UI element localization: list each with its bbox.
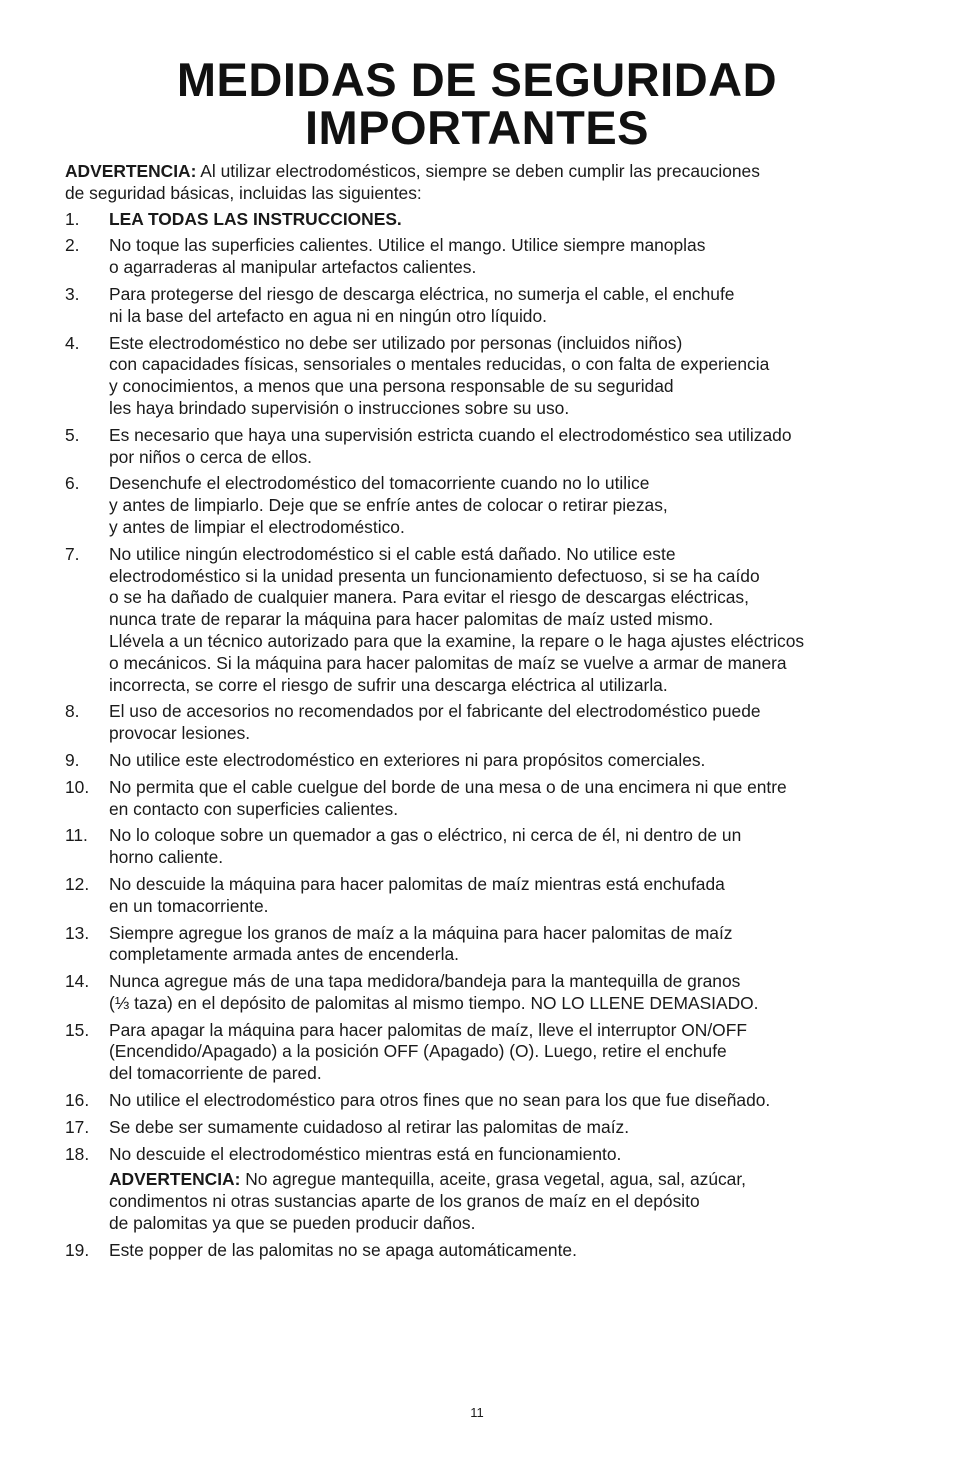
item-text-line: No toque las superficies calientes. Utilice el mango. Utilice siempre manoplas [109,235,706,256]
item-text-line: incorrecta, se corre el riesgo de sufrir una descarga eléctrica al utilizarla. [109,674,668,695]
item-number: 3. [65,283,80,304]
list-item [65,701,895,745]
item-number: 4. [65,332,80,353]
list-item [65,235,895,279]
item-number: 14. [65,971,90,992]
item-text-line: y conocimientos, a menos que una persona responsable de su seguridad [109,376,674,397]
item-text-line: No lo coloque sobre un quemador a gas o eléctrico, ni cerca de él, ni dentro de un [109,825,742,846]
item-text-line: provocar lesiones. [109,723,251,744]
item-text-line: LEA TODAS LAS INSTRUCCIONES. [109,208,402,229]
list-item [65,284,895,328]
list-item [65,750,895,772]
item-number: 16. [65,1090,90,1111]
list-item [65,923,895,967]
item-text-line: del tomacorriente de pared. [109,1063,322,1084]
page-number: 11 [470,1405,484,1420]
list-item [65,777,895,821]
item-text-line: (⅓ taza) en el depósito de palomitas al mismo tiempo. NO LO LLENE DEMASIADO. [109,992,759,1013]
item-text-line: ni la base del artefacto en agua ni en ningún otro líquido. [109,305,547,326]
item-text-line: y antes de limpiarlo. Deje que se enfríe antes de colocar o retirar piezas, [109,495,668,516]
item-text-line: No permita que el cable cuelgue del borde de una mesa o de una encimera ni que entre [109,776,787,797]
item-number: 1. [65,208,80,229]
list-item [65,209,895,231]
item-text-line: Llévela a un técnico autorizado para que la examine, la repare o le haga ajustes eléctricos [109,630,805,651]
intro-warning-label: ADVERTENCIA: [65,161,197,181]
item-text-line: Para apagar la máquina para hacer palomitas de maíz, lleve el interruptor ON/OFF [109,1019,747,1040]
item-number: 11. [65,825,88,846]
item-text-line: El uso de accesorios no recomendados por el fabricante del electrodoméstico puede [109,701,761,722]
list-item [65,1020,895,1085]
list-item [65,1240,895,1262]
list-item [65,544,895,697]
item-number: 7. [65,543,80,564]
list-item [65,825,895,869]
item-text-line: horno caliente. [109,847,224,868]
item-text-line: No utilice el electrodoméstico para otros fines que no sean para los que fue diseñado. [109,1090,771,1111]
title-line-2: IMPORTANTES [304,101,650,154]
list-item [65,1090,895,1112]
item-number: 10. [65,776,90,797]
item-number: 15. [65,1019,90,1040]
item-number: 19. [65,1239,90,1260]
item-number: 8. [65,701,80,722]
item-text-line: Este electrodoméstico no debe ser utilizado por personas (incluidos niños) [109,332,683,353]
list-item [65,1144,895,1235]
item-text-line: por niños o cerca de ellos. [109,446,313,467]
note-text-line [109,1169,895,1191]
item-number: 6. [65,473,80,494]
note-warning-label: ADVERTENCIA: [109,1169,241,1190]
item-number: 13. [65,922,90,943]
item-warning-note [109,1169,895,1234]
item-text-line: Siempre agregue los granos de maíz a la máquina para hacer palomitas de maíz [109,922,733,943]
item-text-line: o mecánicos. Si la máquina para hacer palomitas de maíz se vuelve a armar de manera [109,652,787,673]
list-item [65,874,895,918]
item-number: 9. [65,749,80,770]
list-item [65,1117,895,1139]
item-text-line: Para protegerse del riesgo de descarga eléctrica, no sumerja el cable, el enchufe [109,283,735,304]
safety-content [65,161,895,1267]
item-text-line: completamente armada antes de encenderla. [109,944,459,965]
title-line-1: MEDIDAS DE SEGURIDAD [176,53,778,106]
item-text-line: en contacto con superficies calientes. [109,798,399,819]
item-text-line: con capacidades físicas, sensoriales o mentales reducidas, o con falta de experiencia [109,354,770,375]
item-text-line: No descuide el electrodoméstico mientras está en funcionamiento. [109,1143,622,1164]
item-text-line: y antes de limpiar el electrodoméstico. [109,516,405,537]
note-text-line: de palomitas ya que se pueden producir daños. [109,1213,476,1234]
page-title [0,53,954,154]
note-text-line: condimentos ni otras sustancias aparte de los granos de maíz en el depósito [109,1191,700,1212]
item-number: 5. [65,424,80,445]
item-text-line: en un tomacorriente. [109,895,269,916]
item-text-line: Se debe ser sumamente cuidadoso al retirar las palomitas de maíz. [109,1116,630,1137]
item-text-line: No utilice ningún electrodoméstico si el cable está dañado. No utilice este [109,543,676,564]
item-text-line: o agarraderas al manipular artefactos calientes. [109,257,477,278]
item-number: 2. [65,235,80,256]
list-item [65,971,895,1015]
item-text-line: No descuide la máquina para hacer palomitas de maíz mientras está enchufada [109,873,725,894]
intro-line: de seguridad básicas, incluidas las siguientes: [65,182,422,203]
item-text-line: (Encendido/Apagado) a la posición OFF (Apagado) (O). Luego, retire el enchufe [109,1041,727,1062]
item-number: 12. [65,873,90,894]
item-number: 17. [65,1116,90,1137]
intro-text: Al utilizar electrodomésticos, siempre se deben cumplir las precauciones [196,161,760,181]
item-number: 18. [65,1143,90,1164]
item-text-line: electrodoméstico si la unidad presenta un funcionamiento defectuoso, si se ha caído [109,565,760,586]
note-text: No agregue mantequilla, aceite, grasa vegetal, agua, sal, azúcar, [240,1169,747,1190]
item-text-line: Nunca agregue más de una tapa medidora/bandeja para la mantequilla de granos [109,971,741,992]
list-item [65,473,895,538]
list-item [65,333,895,420]
item-text-line: o se ha dañado de cualquier manera. Para evitar el riesgo de descargas eléctricas, [109,587,749,608]
item-text-line: nunca trate de reparar la máquina para hacer palomitas de maíz usted mismo. [109,609,714,630]
safety-list [65,209,895,1262]
item-text-line: Desenchufe el electrodoméstico del tomacorriente cuando no lo utilice [109,473,650,494]
item-text-line: Es necesario que haya una supervisión estricta cuando el electrodoméstico sea utilizado [109,424,792,445]
intro-warning [65,161,895,205]
item-text-line: Este popper de las palomitas no se apaga automáticamente. [109,1239,577,1260]
list-item [65,425,895,469]
item-text-line: les haya brindado supervisión o instrucciones sobre su uso. [109,397,570,418]
item-text-line: No utilice este electrodoméstico en exteriores ni para propósitos comerciales. [109,749,706,770]
intro-line [65,161,895,183]
